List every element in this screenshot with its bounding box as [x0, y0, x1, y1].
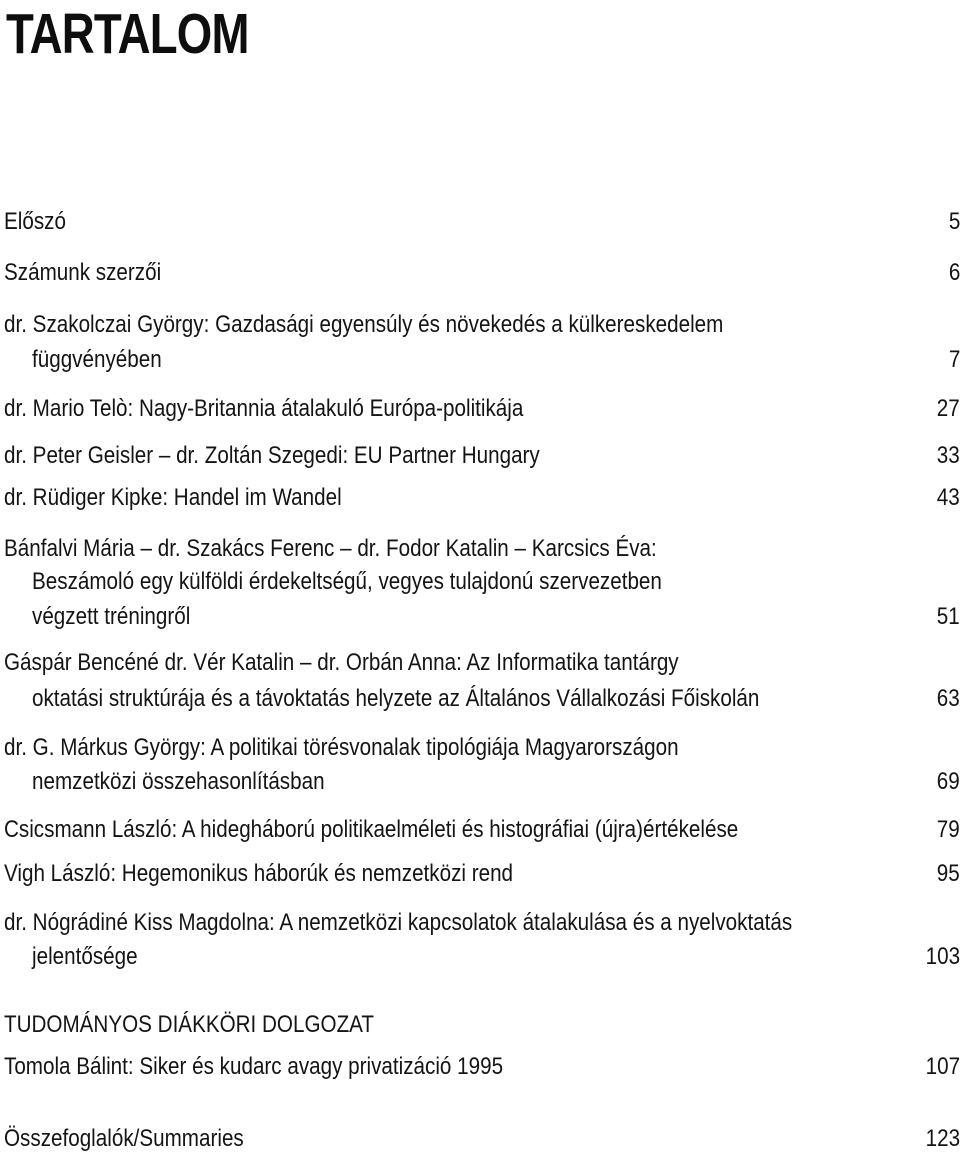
page-number: 51	[937, 603, 960, 630]
page-number: 33	[937, 442, 960, 469]
toc-entry-line	[0, 534, 960, 564]
entry-text: dr. Rüdiger Kipke: Handel im Wandel	[4, 484, 342, 511]
toc-entry-line	[0, 942, 960, 972]
toc-entry-line	[0, 733, 960, 763]
page-number: 27	[937, 395, 960, 422]
toc-entry-line	[0, 908, 960, 938]
page-number: 6	[948, 259, 960, 286]
entry-text: Előszó	[4, 208, 66, 235]
toc-entry-line	[0, 441, 960, 471]
entry-text: Beszámoló egy külföldi érdekeltségű, vegyes tulajdonú szervezetben	[32, 568, 662, 595]
toc-entry-line	[0, 648, 960, 678]
entry-text: TUDOMÁNYOS DIÁKKÖRI DOLGOZAT	[4, 1011, 375, 1038]
page-number: 7	[948, 346, 960, 373]
toc-entry-line	[0, 567, 960, 597]
section-heading	[0, 1010, 960, 1040]
entry-text: Összefoglalók/Summaries	[4, 1125, 244, 1152]
page-title: TARTALOM	[6, 2, 249, 66]
entry-text: dr. Peter Geisler – dr. Zoltán Szegedi: EU Partner Hungary	[4, 442, 540, 469]
entry-text: Gáspár Bencéné dr. Vér Katalin – dr. Orbán Anna: Az Informatika tantárgy	[4, 649, 679, 676]
page-number: 5	[948, 208, 960, 235]
page-number: 95	[937, 860, 960, 887]
page-number: 123	[925, 1125, 960, 1152]
toc-entry-line	[0, 483, 960, 513]
entry-text: dr. Nógrádiné Kiss Magdolna: A nemzetközi kapcsolatok átalakulása és a nyelvoktatás	[4, 909, 793, 936]
entry-text: Bánfalvi Mária – dr. Szakács Ferenc – dr. Fodor Katalin – Karcsics Éva:	[4, 535, 657, 562]
entry-text: dr. Szakolczai György: Gazdasági egyensúly és növekedés a külkereskedelem	[4, 311, 724, 338]
toc-entry-line	[0, 345, 960, 375]
page-number: 103	[925, 943, 960, 970]
page-number: 43	[937, 484, 960, 511]
toc-entry-line	[0, 815, 960, 845]
toc-entry-line	[0, 1052, 960, 1082]
toc-entry-line	[0, 684, 960, 714]
toc-entry-line	[0, 859, 960, 889]
page-number: 107	[925, 1053, 960, 1080]
page-number: 79	[937, 816, 960, 843]
entry-text: dr. G. Márkus György: A politikai törésvonalak tipológiája Magyarországon	[4, 734, 679, 761]
entry-text: Vigh László: Hegemonikus háborúk és nemzetközi rend	[4, 860, 514, 887]
entry-text: függvényében	[32, 346, 162, 373]
toc-entry-line	[0, 207, 960, 237]
entry-text: Csicsmann László: A hidegháború politikaelméleti és histográfiai (újra)értékelése	[4, 816, 739, 843]
toc-entry-line	[0, 310, 960, 340]
entry-text: nemzetközi összehasonlításban	[32, 768, 325, 795]
toc-entry-line	[0, 394, 960, 424]
entry-text: jelentősége	[32, 943, 138, 970]
toc-entry-line	[0, 258, 960, 288]
entry-text: dr. Mario Telò: Nagy-Britannia átalakuló Európa-politikája	[4, 395, 524, 422]
entry-text: végzett tréningről	[32, 603, 191, 630]
toc-entry-line	[0, 602, 960, 632]
page-number: 69	[937, 768, 960, 795]
page-number: 63	[937, 685, 960, 712]
summaries-entry	[0, 1124, 960, 1154]
entry-text: oktatási struktúrája és a távoktatás helyzete az Általános Vállalkozási Főiskolán	[32, 685, 760, 712]
entry-text: Tomola Bálint: Siker és kudarc avagy privatizáció 1995	[4, 1053, 504, 1080]
entry-text: Számunk szerzői	[4, 259, 162, 286]
toc-entry-line	[0, 767, 960, 797]
